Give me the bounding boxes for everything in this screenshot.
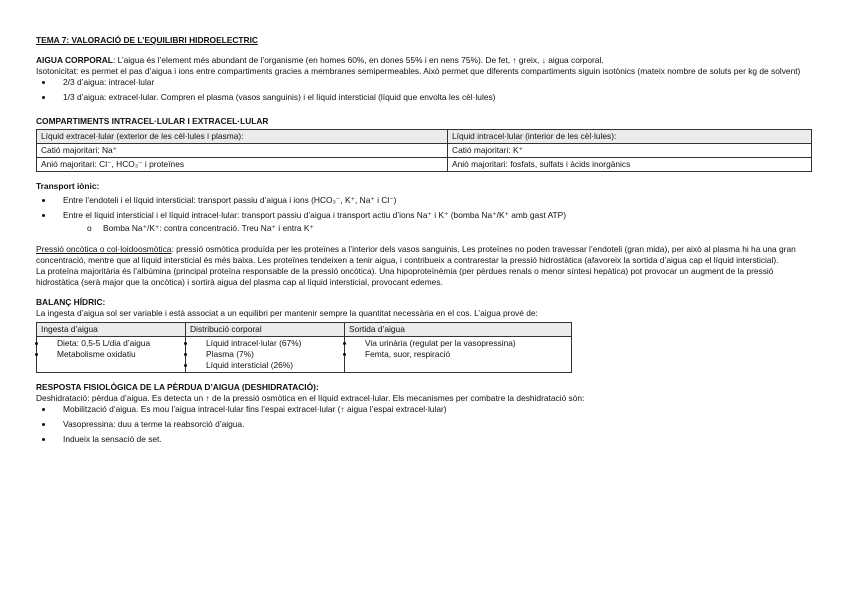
- table-cell: Catió majoritari: Na⁺: [37, 144, 448, 158]
- transport-heading: Transport iònic:: [36, 181, 100, 191]
- list-item: • Dieta: 0,5-5 L/dia d’aigua: [47, 338, 181, 349]
- list-item: • Femta, suor, respiració: [355, 349, 567, 360]
- pressio-paragraph: [36, 244, 812, 266]
- resposta-intro: Deshidratació: pèrdua d’aigua. Es detecta un ↑ de la pressió osmòtica en el líquid extracel·lular. Els mecanismes per combatre la deshidratació són:: [36, 393, 585, 403]
- table-cell: Anió majoritari: Cl⁻, HCO₃⁻ i proteïnes: [37, 158, 448, 172]
- pressio-text: : pressió osmòtica produïda per les proteïnes a l’interior dels vasos sanguinis. Les proteïnes no poden travessar l’endoteli (gran mida), per això al plasma hi ha una gran concentració, mentre que al líquid intersticial és més baixa. Les proteïnes tendeixen a tenir aigua, i contribueix a contrarestar la pressió hidrostàtica (afavoreix la sortida d’aigua cap el líquid intersticial).: [36, 244, 796, 265]
- aigua-list: [36, 77, 812, 103]
- list-item: • Via urinària (regulat per la vasopressina): [355, 338, 567, 349]
- albumina-paragraph: La proteïna majoritària és l’albúmina (principal proteïna responsable de la pressió oncòtica). Una hipoproteïnèmia (per pèrdues renals o menor síntesi hepàtica) pot provocar un augment de la pressió hidrostàtica (serà major que la oncòtica) i sortirà aigua del plasma cap al líquid intersticial, provocant edemes.: [36, 266, 774, 287]
- table-cell: [186, 337, 345, 373]
- sortida-list: [349, 338, 567, 360]
- balanc-table: [36, 322, 572, 373]
- aigua-intro: : L’aigua és l’element més abundant de l’organisme (en homes 60%, en dones 55% i en nens 75%). De fet, ↑ greix, ↓ aigua corporal.: [112, 55, 604, 65]
- compartiments-table: [36, 129, 812, 172]
- balanc-intro: La ingesta d’aigua sol ser variable i està associat a un equilibri per mantenir sempre la quantitat necessària en el cos. L’aigua prové de:: [36, 308, 538, 318]
- table-cell: Catió majoritari: K⁺: [448, 144, 812, 158]
- isotonicitat-paragraph: Isotonicitat: es permet el pas d’aigua i ions entre compartiments gracies a membranes semipermeables. Això permet que diferents compartiments siguin isotònics (mateix nombre de soluts per kg de solvent): [36, 66, 801, 76]
- resposta-list: [36, 404, 812, 445]
- aigua-paragraph: [36, 55, 812, 66]
- pressio-term: Pressió oncòtica o col·loidoosmòtica: [36, 244, 172, 254]
- list-item-text: Entre el líquid intersticial i el líquid intracel·lular: transport passiu d’aigua i transport actiu d’ions Na⁺ i K⁺ (bomba Na⁺/K⁺ amb gast ATP): [63, 210, 567, 220]
- list-item: • Indueix la sensació de set.: [54, 434, 812, 445]
- list-item: • Plasma (7%): [196, 349, 340, 360]
- table-cell: [37, 337, 186, 373]
- table-row: [37, 337, 572, 373]
- table-header-cell: Ingesta d’aigua: [37, 323, 186, 337]
- list-item: [54, 210, 812, 234]
- table-header-row: [37, 130, 812, 144]
- list-item: • 2/3 d’aigua: intracel·lular: [54, 77, 812, 88]
- list-item: • Metabolisme oxidatiu: [47, 349, 181, 360]
- transport-sublist: [63, 223, 812, 234]
- table-header-cell: Distribució corporal: [186, 323, 345, 337]
- sub-list-item: o Bomba Na⁺/K⁺: contra concentració. Treu Na⁺ i entra K⁺: [87, 223, 812, 234]
- table-header-cell: Líquid extracel·lular (exterior de les cèl·lules i plasma):: [37, 130, 448, 144]
- table-cell: Anió majoritari: fosfats, sulfats i àcids inorgànics: [448, 158, 812, 172]
- list-item: • Líquid intersticial (26%): [196, 360, 340, 371]
- aigua-heading: AIGUA CORPORAL: [36, 55, 113, 65]
- ingesta-list: [41, 338, 181, 360]
- list-item: • Entre l’endoteli i el líquid intersticial: transport passiu d’aigua i ions (HCO₃⁻, K⁺, Na⁺ i Cl⁻): [54, 195, 812, 206]
- balanc-heading: BALANÇ HÍDRIC:: [36, 297, 106, 307]
- resposta-heading: RESPOSTA FISIOLÒGICA DE LA PÈRDUA D’AIGUA (DESHIDRATACIÓ):: [36, 382, 319, 392]
- table-cell: [345, 337, 572, 373]
- page-title: TEMA 7: VALORACIÓ DE L’EQUILIBRI HIDROELECTRIC: [36, 35, 258, 45]
- table-header-cell: Sortida d’aigua: [345, 323, 572, 337]
- list-item: • 1/3 d’aigua: extracel·lular. Compren el plasma (vasos sanguinis) i el líquid intersticial (líquid que envolta les cèl·lules): [54, 92, 812, 103]
- table-header-row: [37, 323, 572, 337]
- transport-list: [36, 195, 812, 234]
- list-item: • Mobilització d’aigua. Es mou l’aigua intracel·lular fins l’espai extracel·lular (↑ aigua l’espai extracel·lular): [54, 404, 812, 415]
- table-row: [37, 158, 812, 172]
- table-row: [37, 144, 812, 158]
- compartiments-heading: COMPARTIMENTS INTRACEL·LULAR I EXTRACEL·LULAR: [36, 116, 269, 126]
- list-item: • Vasopressina: duu a terme la reabsorció d’aigua.: [54, 419, 812, 430]
- distribucio-list: [190, 338, 340, 371]
- list-item: • Líquid intracel·lular (67%): [196, 338, 340, 349]
- table-header-cell: Líquid intracel·lular (interior de les cèl·lules):: [448, 130, 812, 144]
